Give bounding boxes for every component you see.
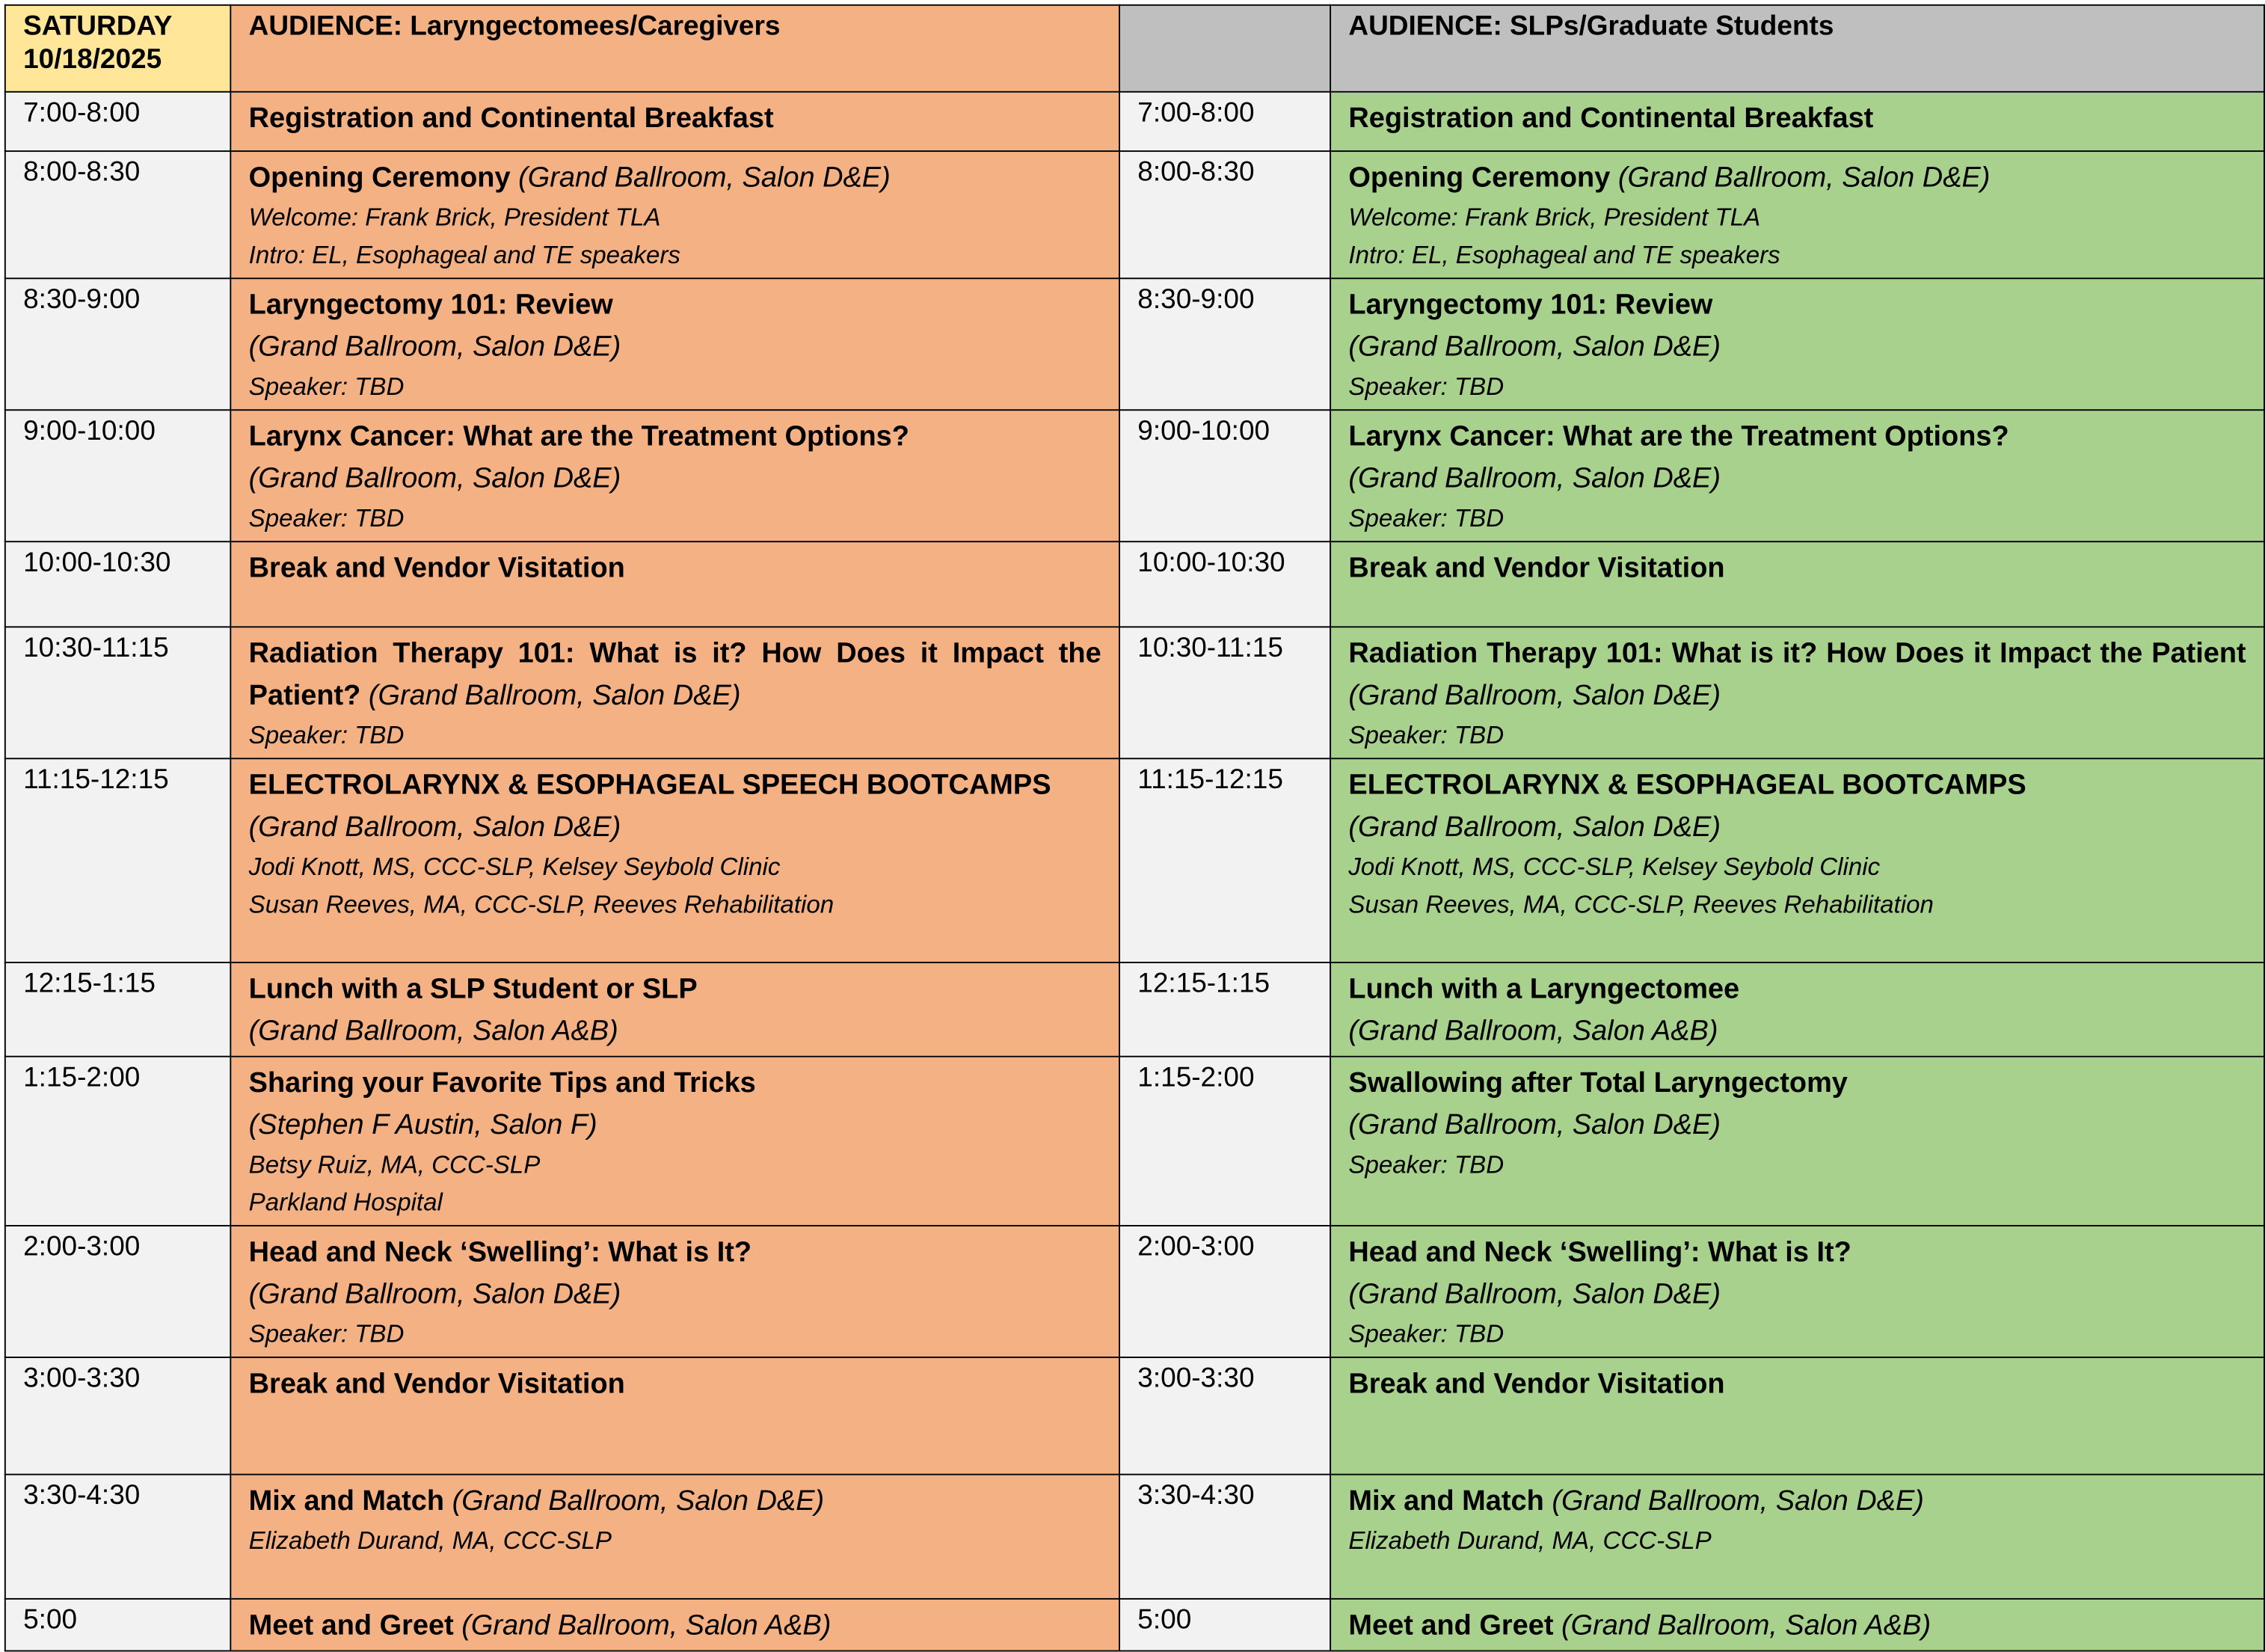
session-room: (Grand Ballroom, Salon D&E) bbox=[1348, 679, 1721, 712]
session-detail: Jodi Knott, MS, CCC-SLP, Kelsey Seybold Clinic bbox=[248, 853, 781, 881]
session-title-block bbox=[249, 1364, 1101, 1406]
session-cell-slps bbox=[1330, 627, 2264, 758]
session-cell-slps bbox=[1330, 1226, 2264, 1357]
session-cell-laryngectomees bbox=[230, 1057, 1119, 1226]
time-cell-slps: 7:00-8:00 bbox=[1119, 92, 1330, 151]
session-room bbox=[1348, 327, 2246, 369]
session-detail: Susan Reeves, MA, CCC-SLP, Reeves Rehabilitation bbox=[1348, 891, 1934, 919]
session-cell-laryngectomees bbox=[230, 1357, 1119, 1475]
schedule-row bbox=[5, 92, 2264, 151]
session-room-text: (Grand Ballroom, Salon D&E) bbox=[248, 1278, 621, 1311]
session-title: Opening Ceremony bbox=[248, 162, 511, 194]
session-room: (Grand Ballroom, Salon D&E) bbox=[452, 1485, 825, 1517]
schedule-row bbox=[5, 1226, 2264, 1357]
session-room: (Grand Ballroom, Salon A&B) bbox=[461, 1609, 832, 1642]
schedule-row bbox=[5, 1357, 2264, 1475]
session-room: (Grand Ballroom, Salon D&E) bbox=[368, 679, 741, 712]
session-room bbox=[249, 1011, 1101, 1053]
date-cell bbox=[5, 5, 231, 92]
time-cell-laryngectomees: 2:00-3:00 bbox=[5, 1226, 231, 1357]
session-title: Opening Ceremony bbox=[1348, 162, 1611, 194]
session-room-text: (Grand Ballroom, Salon D&E) bbox=[1348, 331, 1721, 363]
session-room bbox=[1348, 1274, 2246, 1316]
session-title: Radiation Therapy 101: What is it? How Does it Impact the Patient bbox=[1348, 637, 2246, 670]
session-title-block bbox=[249, 285, 1101, 327]
session-detail: Speaker: TBD bbox=[248, 372, 405, 401]
session-cell-laryngectomees bbox=[230, 1475, 1119, 1599]
session-title: Swallowing after Total Laryngectomy bbox=[1348, 1067, 1848, 1099]
session-cell-laryngectomees bbox=[230, 278, 1119, 410]
session-cell-slps bbox=[1330, 541, 2264, 627]
session-cell-slps bbox=[1330, 278, 2264, 410]
session-title: Registration and Continental Breakfast bbox=[1348, 102, 1874, 135]
time-cell-laryngectomees: 12:15-1:15 bbox=[5, 962, 231, 1057]
session-cell-laryngectomees bbox=[230, 1226, 1119, 1357]
session-room-text: (Grand Ballroom, Salon A&B) bbox=[1348, 1015, 1718, 1048]
time-cell-laryngectomees: 11:15-12:15 bbox=[5, 758, 231, 962]
session-title-block bbox=[249, 417, 1101, 458]
session-title: Laryngectomy 101: Review bbox=[248, 289, 613, 322]
schedule-table bbox=[4, 4, 2265, 1652]
session-cell-slps bbox=[1330, 151, 2264, 278]
session-title-block bbox=[1348, 158, 2246, 200]
session-detail: Speaker: TBD bbox=[248, 504, 405, 532]
session-detail: Parkland Hospital bbox=[248, 1188, 443, 1217]
session-title: Break and Vendor Visitation bbox=[1348, 1368, 1725, 1400]
session-cell-laryngectomees bbox=[230, 1599, 1119, 1651]
time-cell-laryngectomees: 8:30-9:00 bbox=[5, 278, 231, 410]
session-title-block bbox=[1348, 1364, 2246, 1406]
session-cell-laryngectomees bbox=[230, 410, 1119, 541]
session-title-block bbox=[1348, 765, 2246, 807]
session-room-text: (Grand Ballroom, Salon D&E) bbox=[248, 331, 621, 363]
session-cell-slps bbox=[1330, 1057, 2264, 1226]
time-cell-laryngectomees: 10:00-10:30 bbox=[5, 541, 231, 627]
session-detail: Jodi Knott, MS, CCC-SLP, Kelsey Seybold Clinic bbox=[1348, 853, 1881, 881]
session-cell-slps bbox=[1330, 410, 2264, 541]
session-detail: Speaker: TBD bbox=[1348, 1151, 1505, 1179]
time-cell-slps: 8:30-9:00 bbox=[1119, 278, 1330, 410]
session-cell-slps bbox=[1330, 1357, 2264, 1475]
session-cell-laryngectomees bbox=[230, 541, 1119, 627]
time-cell-slps: 12:15-1:15 bbox=[1119, 962, 1330, 1057]
time-cell-laryngectomees: 10:30-11:15 bbox=[5, 627, 231, 758]
session-cell-slps bbox=[1330, 758, 2264, 962]
session-cell-laryngectomees bbox=[230, 151, 1119, 278]
time-cell-slps: 11:15-12:15 bbox=[1119, 758, 1330, 962]
session-title: ELECTROLARYNX & ESOPHAGEAL BOOTCAMPS bbox=[1348, 769, 2026, 802]
session-title: ELECTROLARYNX & ESOPHAGEAL SPEECH BOOTCAMPS bbox=[248, 769, 1051, 802]
audience-header-laryngectomees: AUDIENCE: Laryngectomees/Caregivers bbox=[230, 5, 1119, 92]
session-title-block bbox=[249, 1232, 1101, 1274]
time-cell-laryngectomees: 8:00-8:30 bbox=[5, 151, 231, 278]
session-title-block bbox=[1348, 1063, 2246, 1105]
session-detail: Speaker: TBD bbox=[248, 1320, 405, 1348]
session-room bbox=[249, 327, 1101, 369]
session-room bbox=[249, 458, 1101, 500]
session-room: (Grand Ballroom, Salon D&E) bbox=[1552, 1485, 1924, 1517]
session-detail: Speaker: TBD bbox=[1348, 372, 1505, 401]
session-detail: Elizabeth Durand, MA, CCC-SLP bbox=[248, 1527, 612, 1555]
session-room: (Grand Ballroom, Salon D&E) bbox=[518, 162, 891, 194]
session-cell-slps bbox=[1330, 1599, 2264, 1651]
session-cell-slps bbox=[1330, 1475, 2264, 1599]
session-detail: Intro: EL, Esophageal and TE speakers bbox=[248, 241, 680, 269]
session-title-block bbox=[1348, 969, 2246, 1011]
session-title: Mix and Match bbox=[248, 1485, 445, 1517]
session-title: Meet and Greet bbox=[1348, 1609, 1554, 1642]
time-cell-laryngectomees: 9:00-10:00 bbox=[5, 410, 231, 541]
time-cell-slps: 3:30-4:30 bbox=[1119, 1475, 1330, 1599]
session-title: Radiation Therapy 101: What is it? How Does it Impact the Patient? bbox=[248, 637, 1101, 712]
session-title: Laryngectomy 101: Review bbox=[1348, 289, 1713, 322]
day-label: SATURDAY bbox=[23, 11, 173, 43]
time-cell-slps: 10:30-11:15 bbox=[1119, 627, 1330, 758]
session-title-block bbox=[1348, 548, 2246, 590]
session-room-text: (Grand Ballroom, Salon D&E) bbox=[1348, 811, 1721, 844]
header-spacer bbox=[1119, 5, 1330, 92]
session-room-text: (Grand Ballroom, Salon D&E) bbox=[248, 811, 621, 844]
session-room-text: (Stephen F Austin, Salon F) bbox=[248, 1109, 597, 1141]
session-detail: Betsy Ruiz, MA, CCC-SLP bbox=[248, 1151, 541, 1179]
time-cell-laryngectomees: 7:00-8:00 bbox=[5, 92, 231, 151]
session-room-text: (Grand Ballroom, Salon D&E) bbox=[1348, 462, 1721, 495]
session-title-block bbox=[249, 969, 1101, 1011]
session-room bbox=[1348, 1011, 2246, 1053]
time-cell-slps: 10:00-10:30 bbox=[1119, 541, 1330, 627]
session-detail: Susan Reeves, MA, CCC-SLP, Reeves Rehabilitation bbox=[248, 891, 835, 919]
session-detail: Welcome: Frank Brick, President TLA bbox=[248, 203, 661, 232]
session-title: Larynx Cancer: What are the Treatment Options? bbox=[1348, 420, 2009, 453]
session-detail: Elizabeth Durand, MA, CCC-SLP bbox=[1348, 1527, 1712, 1555]
session-detail: Speaker: TBD bbox=[248, 722, 405, 749]
session-room bbox=[249, 807, 1101, 849]
session-room bbox=[1348, 807, 2246, 849]
session-title: Lunch with a SLP Student or SLP bbox=[248, 973, 698, 1006]
time-cell-laryngectomees: 3:00-3:30 bbox=[5, 1357, 231, 1475]
session-title-block bbox=[249, 765, 1101, 807]
session-title-block bbox=[1348, 1481, 2246, 1523]
session-title-block bbox=[1348, 1606, 2246, 1648]
session-detail: Intro: EL, Esophageal and TE speakers bbox=[1348, 241, 1780, 269]
time-cell-slps: 2:00-3:00 bbox=[1119, 1226, 1330, 1357]
schedule-row bbox=[5, 1057, 2264, 1226]
session-title: Lunch with a Laryngectomee bbox=[1348, 973, 1740, 1006]
session-room bbox=[249, 1105, 1101, 1146]
session-title-block bbox=[1348, 417, 2246, 458]
session-title-block bbox=[249, 99, 1101, 141]
session-detail: Speaker: TBD bbox=[1348, 504, 1505, 532]
schedule-row bbox=[5, 1599, 2264, 1651]
session-title: Larynx Cancer: What are the Treatment Options? bbox=[248, 420, 909, 453]
session-room bbox=[1348, 458, 2246, 500]
time-cell-slps: 3:00-3:30 bbox=[1119, 1357, 1330, 1475]
session-title: Break and Vendor Visitation bbox=[1348, 552, 1725, 585]
time-cell-slps: 8:00-8:30 bbox=[1119, 151, 1330, 278]
schedule-row bbox=[5, 1475, 2264, 1599]
schedule-row bbox=[5, 758, 2264, 962]
session-room bbox=[249, 1274, 1101, 1316]
session-cell-laryngectomees bbox=[230, 758, 1119, 962]
session-cell-laryngectomees bbox=[230, 92, 1119, 151]
session-detail: Speaker: TBD bbox=[1348, 1320, 1505, 1348]
session-title-block bbox=[1348, 1232, 2246, 1274]
session-title: Break and Vendor Visitation bbox=[248, 1368, 625, 1400]
session-title: Registration and Continental Breakfast bbox=[248, 102, 774, 135]
date-label: 10/18/2025 bbox=[23, 44, 162, 76]
session-title: Sharing your Favorite Tips and Tricks bbox=[248, 1067, 756, 1099]
session-title: Break and Vendor Visitation bbox=[248, 552, 625, 585]
session-cell-slps bbox=[1330, 962, 2264, 1057]
time-cell-laryngectomees: 5:00 bbox=[5, 1599, 231, 1651]
session-title: Head and Neck ‘Swelling’: What is It? bbox=[1348, 1236, 1851, 1269]
schedule-row bbox=[5, 541, 2264, 627]
time-cell-laryngectomees: 1:15-2:00 bbox=[5, 1057, 231, 1226]
session-title-block bbox=[1348, 99, 2246, 141]
time-cell-laryngectomees: 3:30-4:30 bbox=[5, 1475, 231, 1599]
session-title: Mix and Match bbox=[1348, 1485, 1544, 1517]
session-title: Meet and Greet bbox=[248, 1609, 454, 1642]
header-row bbox=[5, 5, 2264, 92]
session-cell-laryngectomees bbox=[230, 627, 1119, 758]
session-room-text: (Grand Ballroom, Salon D&E) bbox=[1348, 1278, 1721, 1311]
time-cell-slps: 9:00-10:00 bbox=[1119, 410, 1330, 541]
session-title-block bbox=[249, 1481, 1101, 1523]
session-room bbox=[1348, 1105, 2246, 1146]
session-title-block bbox=[249, 633, 1101, 717]
schedule-row bbox=[5, 962, 2264, 1057]
session-room-text: (Grand Ballroom, Salon A&B) bbox=[248, 1015, 618, 1048]
session-title-block bbox=[249, 548, 1101, 590]
session-title-block bbox=[249, 1063, 1101, 1105]
session-room-text: (Grand Ballroom, Salon D&E) bbox=[248, 462, 621, 495]
audience-header-slps: AUDIENCE: SLPs/Graduate Students bbox=[1330, 5, 2264, 92]
schedule-row bbox=[5, 278, 2264, 410]
session-room-text: (Grand Ballroom, Salon D&E) bbox=[1348, 1109, 1721, 1141]
session-title: Head and Neck ‘Swelling’: What is It? bbox=[248, 1236, 752, 1269]
session-title-block bbox=[249, 1606, 1101, 1648]
session-cell-slps bbox=[1330, 92, 2264, 151]
schedule-row bbox=[5, 627, 2264, 758]
session-title-block bbox=[1348, 285, 2246, 327]
session-room: (Grand Ballroom, Salon D&E) bbox=[1617, 162, 1991, 194]
session-title-block bbox=[1348, 633, 2246, 717]
session-detail: Welcome: Frank Brick, President TLA bbox=[1348, 203, 1761, 232]
session-cell-laryngectomees bbox=[230, 962, 1119, 1057]
session-room: (Grand Ballroom, Salon A&B) bbox=[1561, 1609, 1931, 1642]
session-detail: Speaker: TBD bbox=[1348, 722, 1505, 749]
session-title-block bbox=[249, 158, 1101, 200]
time-cell-slps: 1:15-2:00 bbox=[1119, 1057, 1330, 1226]
time-cell-slps: 5:00 bbox=[1119, 1599, 1330, 1651]
schedule-row bbox=[5, 151, 2264, 278]
schedule-row bbox=[5, 410, 2264, 541]
